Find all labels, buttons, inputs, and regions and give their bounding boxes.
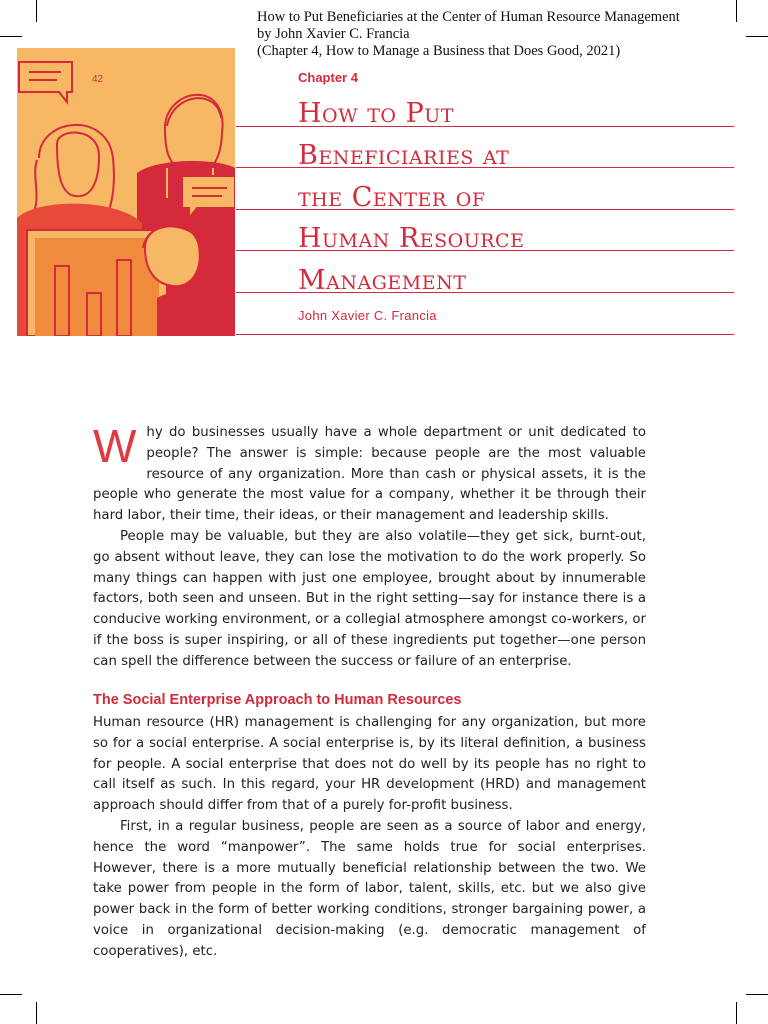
drop-cap: W (93, 420, 137, 472)
section-heading: The Social Enterprise Approach to Human Resources (93, 692, 462, 708)
chapter-title-line: the Center of (298, 182, 486, 213)
crop-mark (746, 36, 768, 37)
section-text (93, 713, 646, 963)
crop-mark (736, 1002, 737, 1024)
source-note (257, 9, 737, 60)
paragraph (93, 420, 646, 527)
chapter-title-line: How to Put (298, 98, 454, 129)
source-note-citation: (Chapter 4, How to Manage a Business that Does Good, 2021) (257, 43, 621, 59)
source-note-title: How to Put Beneficiaries at the Center of Human Resource Management (257, 9, 680, 25)
paragraph: Human resource (HR) management is challenging for any organization, but more so for a social enterprise. A social enterprise is, by its literal definition, a business for people. A social enterprise that does not do well by its people has no right to call itself as such. In this regard, your HR development (HRD) and management approach should differ from that of a purely for-profit business. (93, 715, 646, 814)
page-number: 42 (92, 74, 104, 85)
paragraph-text: hy do businesses usually have a whole department or unit dedicated to people? The answer is simple: because people are the most valuable resource of any organization. More than cash or physical assets, it is the people who generate the most value for a company, whether it be through their hard labor, their time, their ideas, or their management and leadership skills. (93, 425, 646, 524)
chapter-title-line: Management (298, 265, 467, 296)
source-note-author: by John Xavier C. Francia (257, 26, 410, 42)
title-rule (236, 334, 734, 335)
chapter-title-line: Beneficiaries at (298, 140, 510, 171)
crop-mark (36, 1002, 37, 1024)
chapter-label: Chapter 4 (298, 70, 358, 85)
paragraph: People may be valuable, but they are also volatile—they get sick, burnt-out, go absent without leave, they can lose the motivation to do the work properly. So many things can happen with just one employee, brought about by innumerable factors, both seen and unseen. But in the right setting—say for instance there is a conducive working environment, or a collegial atmosphere amongst co-workers, or if the boss is super inspiring, or all of these ingredients put together—one person can spell the difference between the success or failure of an enterprise. (93, 528, 646, 669)
crop-mark (0, 994, 22, 995)
chapter-illustration (17, 48, 235, 336)
paragraph: First, in a regular business, people are seen as a source of labor and energy, hence the word “manpower”. The same holds true for social enterprises. However, there is a more mutually beneficial relationship between the two. We take power from people in the form of labor, talent, skills, etc. but we also give power back in the form of better working conditions, stronger bargaining power, a voice in organizational decision-making (e.g. democratic management of cooperatives), etc. (93, 818, 646, 959)
chapter-author: John Xavier C. Francia (298, 308, 437, 323)
chapter-title-line: Human Resource (298, 223, 525, 254)
crop-mark (746, 994, 768, 995)
people-meeting-illustration (17, 48, 235, 336)
crop-mark (0, 36, 22, 37)
intro-text (93, 420, 646, 673)
crop-mark (36, 0, 37, 22)
